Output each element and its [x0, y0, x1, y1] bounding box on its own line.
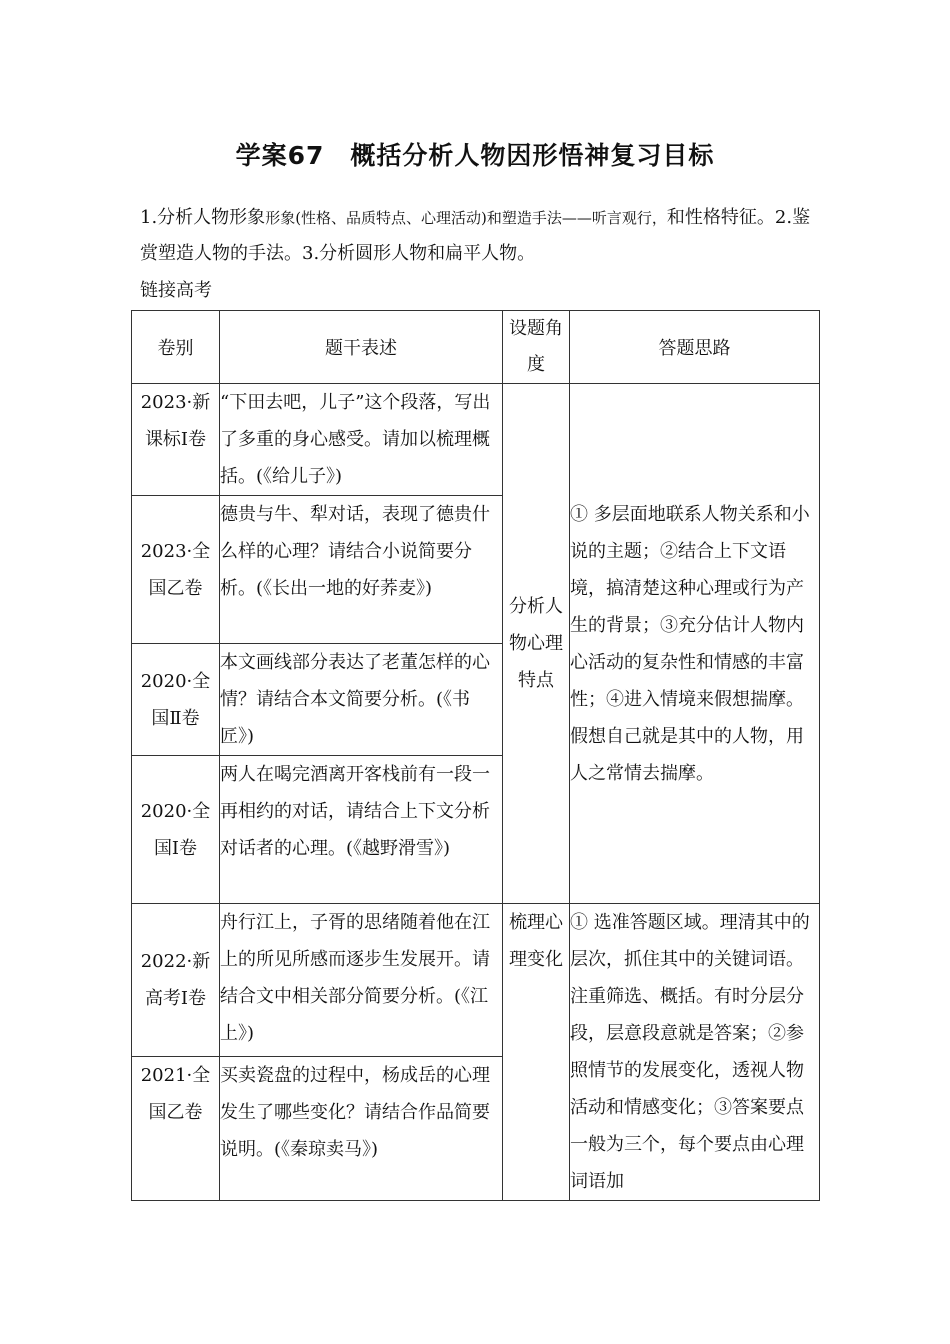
objectives-part2: 和性格特征。2.鉴赏塑造人物的手法。3.分析圆形人物和扁平人物。	[140, 207, 811, 264]
volume-cell: 2020·全国Ⅰ卷	[132, 756, 220, 904]
exam-table	[131, 310, 820, 1201]
approach-cell: ① 多层面地联系人物关系和小说的主题；②结合上下文语境，搞清楚这种心理或行为产生的背景；③充分估计人物内心活动的复杂性和情感的丰富性；④进入情境来假想揣摩。假想自己就是其中的人物，用人之常情去揣摩。	[570, 384, 820, 904]
volume-cell: 2022·新高考Ⅰ卷	[132, 904, 220, 1057]
objectives-paragraph	[140, 200, 820, 272]
question-cell: “下田去吧，儿子”这个段落，写出了多重的身心感受。请加以梳理概括。(《给儿子》)	[220, 384, 503, 496]
page-title: 学案67 概括分析人物因形悟神复习目标	[235, 141, 715, 170]
header-question: 题干表述	[220, 311, 503, 384]
objectives-small-text: 形象(性格、品质特点、心理活动)和塑造手法——听言观行，	[265, 209, 667, 227]
volume-cell: 2023·全国乙卷	[132, 496, 220, 644]
volume-cell: 2023·新课标Ⅰ卷	[132, 384, 220, 496]
approach-cell: ① 选准答题区域。理清其中的层次，抓住其中的关键词语。注重筛选、概括。有时分层分段，层意段意就是答案；②参照情节的发展变化，透视人物活动和情感变化；③答案要点一般为三个，每个要点由心理词语加	[570, 904, 820, 1201]
header-approach: 答题思路	[570, 311, 820, 384]
header-volume: 卷别	[132, 311, 220, 384]
question-cell: 德贵与牛、犁对话，表现了德贵什么样的心理？请结合小说简要分析。(《长出一地的好荞麦》)	[220, 496, 503, 644]
angle-cell: 分析人物心理特点	[503, 384, 570, 904]
table-row	[132, 904, 820, 1057]
section-label: 链接高考	[140, 280, 212, 301]
objectives-part1: 1.分析人物形象	[140, 207, 266, 228]
volume-cell: 2021·全国乙卷	[132, 1056, 220, 1200]
question-cell: 舟行江上，子胥的思绪随着他在江上的所见所感而逐步生发展开。请结合文中相关部分简要分析。(《江上》)	[220, 904, 503, 1057]
table-header-row	[132, 311, 820, 384]
table-row	[132, 384, 820, 496]
header-angle: 设题角度	[503, 311, 570, 384]
angle-cell: 梳理心理变化	[503, 904, 570, 1201]
question-cell: 买卖瓷盘的过程中，杨成岳的心理发生了哪些变化？请结合作品简要说明。(《秦琼卖马》)	[220, 1056, 503, 1200]
volume-cell: 2020·全国Ⅱ卷	[132, 644, 220, 756]
question-cell: 两人在喝完酒离开客栈前有一段一再相约的对话，请结合上下文分析对话者的心理。(《越野滑雪》)	[220, 756, 503, 904]
question-cell: 本文画线部分表达了老董怎样的心情？请结合本文简要分析。(《书匠》)	[220, 644, 503, 756]
